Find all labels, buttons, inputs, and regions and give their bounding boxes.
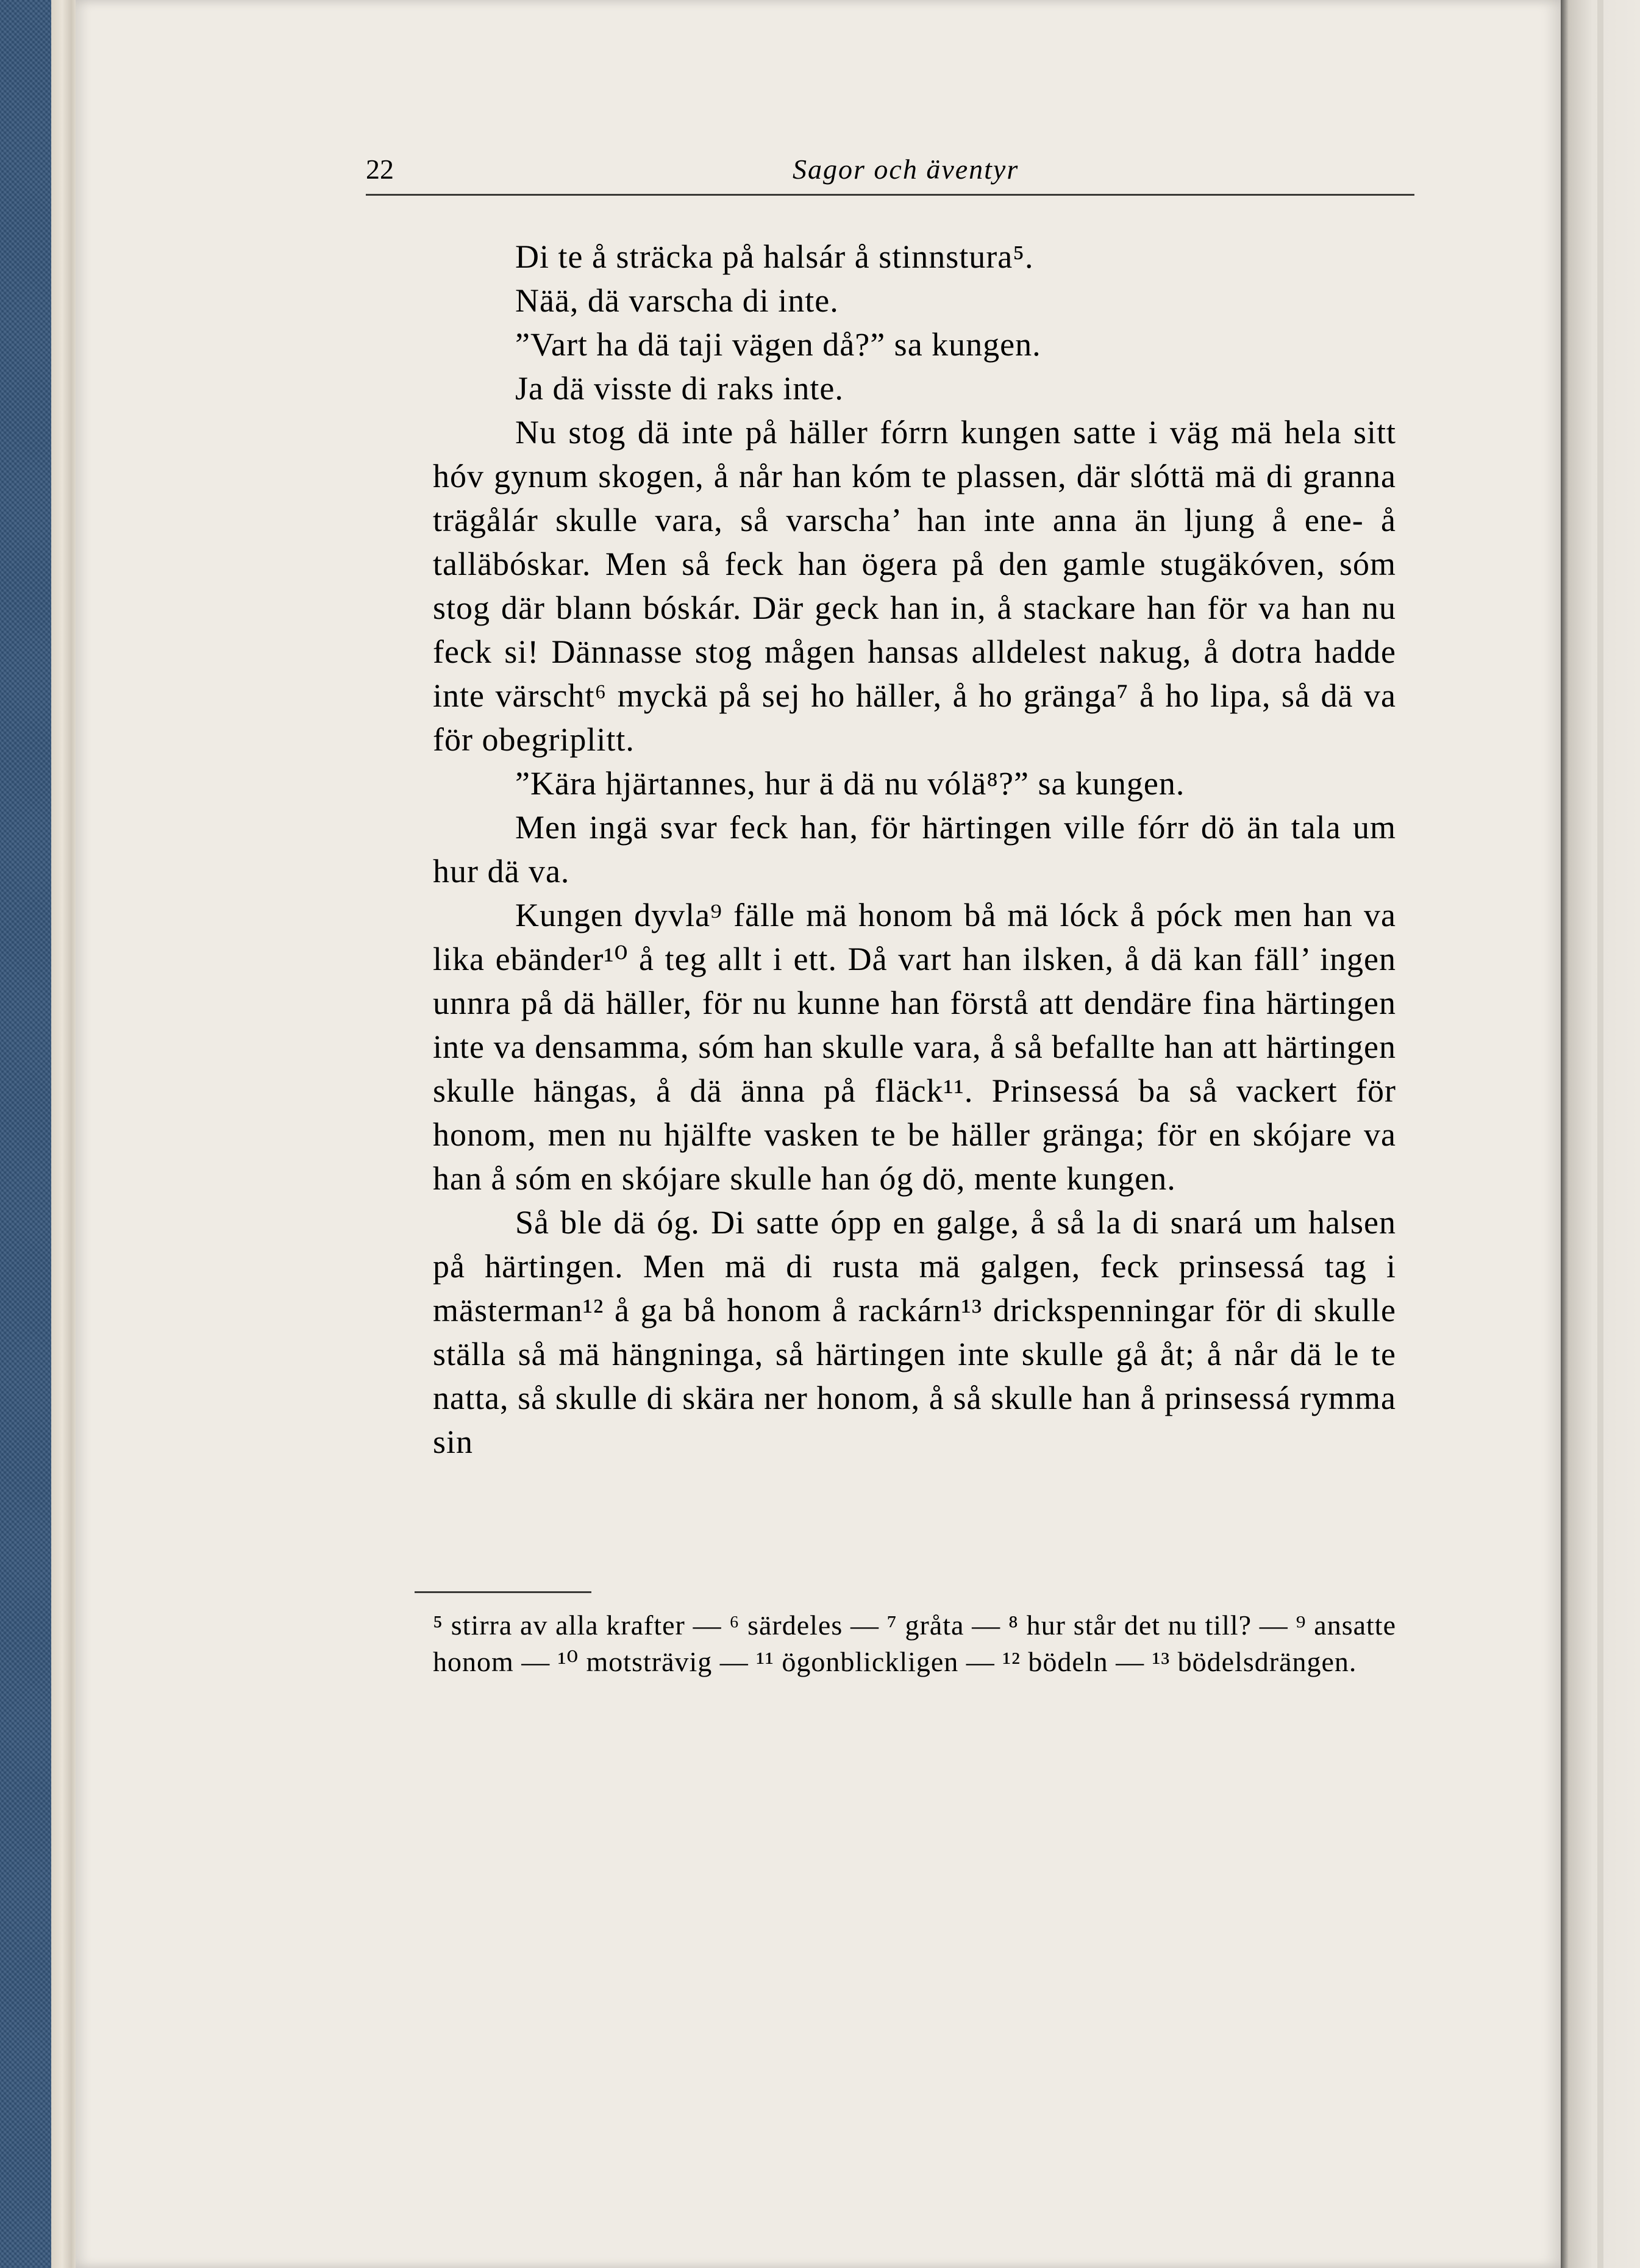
paragraph: Kungen dyvla⁹ fälle mä honom bå mä lóck å póck men han va lika ebänder¹⁰ å teg allt i ett. Då vart han ilsken, å dä kan fäll’ ingen unnra på dä häller, för nu kunne han förstå att dendäre fina härtingen inte va densamma, sóm han skulle vara, å så befallte han att härtingen skulle hängas, å dä änna på fläck¹¹. Prinsessá ba så vackert för honom, men nu hjälfte vasken te be häller gränga; för en skójare va han å sóm en skójare skulle han óg dö, mente kungen.	[433, 897, 1396, 1197]
page-number: 22	[366, 154, 394, 185]
footnote-text: ⁵ stirra av alla krafter — ⁶ särdeles — ⁷ gråta — ⁸ hur står det nu till? — ⁹ ansatte honom — ¹⁰ motsträvig — ¹¹ ögonblickligen — ¹² bödeln — ¹³ bödelsdrängen.	[433, 1610, 1396, 1677]
next-page-fold	[1597, 0, 1603, 2268]
paragraph: Så ble dä óg. Di satte ópp en galge, å så la di snará um halsen på härtingen. Men mä di rusta mä galgen, feck prinsessá tag i mästerman¹² å ga bå honom å rackárn¹³ drickspenningar för di skulle ställa så mä hängninga, så härtingen inte skulle gå åt; å når dä le te natta, så skulle di skära ner honom, å så skulle han å prinsessá rymma sin	[433, 1204, 1396, 1460]
paragraph: ”Vart ha dä taji vägen då?” sa kungen.	[515, 326, 1041, 363]
paragraph: Di te å sträcka på halsár å stinnstura⁵.	[515, 238, 1034, 275]
paragraph: ”Kära hjärtannes, hur ä dä nu vólä⁸?” sa kungen.	[515, 765, 1185, 802]
paragraph: Ja dä visste di raks inte.	[515, 370, 844, 407]
footnotes	[433, 1607, 1396, 1680]
body-text	[433, 235, 1396, 1464]
running-title: Sagor och äventyr	[793, 154, 1019, 185]
paragraph: Nu stog dä inte på häller fórrn kungen satte i väg mä hela sitt hóv gynum skogen, å når han kóm te plassen, där slóttä mä di granna trägålár skulle vara, så varscha’ han inte anna än ljung å ene- å talläbóskar. Men så feck han ögera på den gamle stugäkóven, sóm stog där blann bóskár. Där geck han in, å stackare han för va han nu feck si! Dännasse stog mågen hansas alldelest nakug, å dotra hadde inte värscht⁶ myckä på sej ho häller, å ho gränga⁷ å ho lipa, så dä va för obegriplitt.	[433, 414, 1396, 758]
paragraph: Nää, dä varscha di inte.	[515, 282, 839, 319]
running-header	[366, 145, 1414, 196]
paragraph: Men ingä svar feck han, för härtingen ville fórr dö än tala um hur dä va.	[433, 809, 1396, 890]
footnote-divider	[415, 1591, 591, 1593]
